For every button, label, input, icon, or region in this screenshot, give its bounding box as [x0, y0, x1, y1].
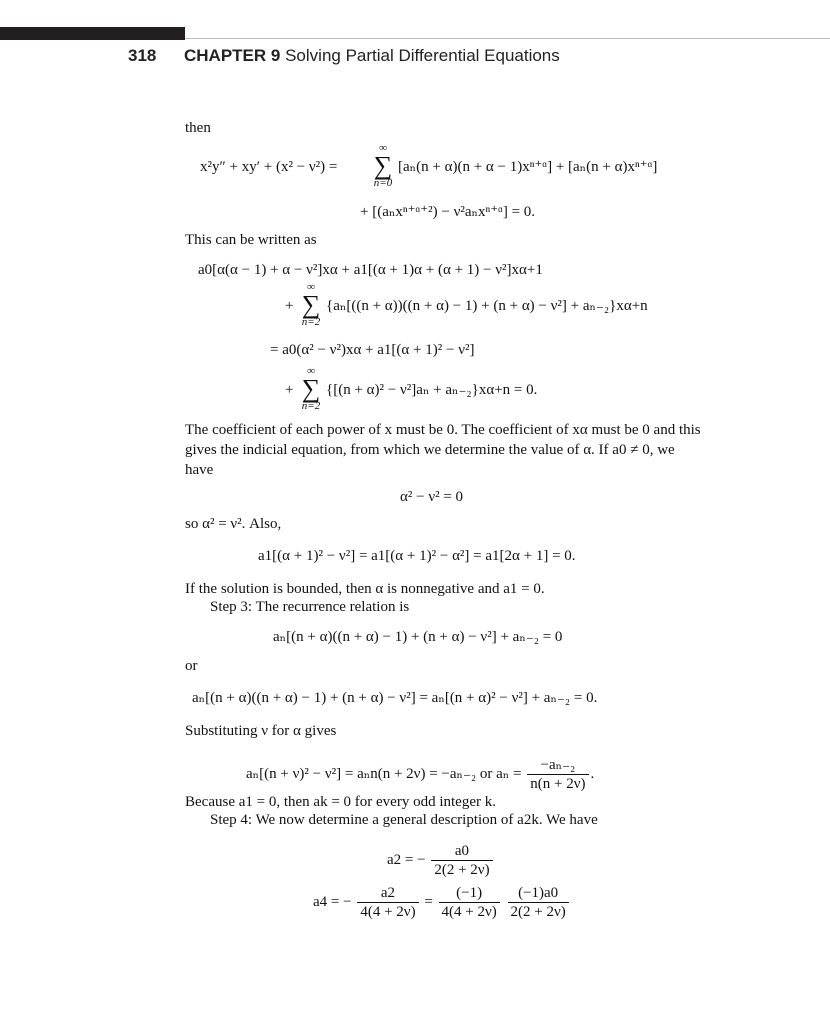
- a4-fraction-1: [357, 884, 418, 921]
- sigma-icon: ∑: [301, 290, 321, 319]
- a2-equation: [387, 842, 495, 879]
- coef-para-line1: The coefficient of each power of x must be 0. The coefficient of xα must be 0 and this: [185, 422, 701, 438]
- chapter-title: Solving Partial Differential Equations: [285, 46, 560, 65]
- subst-lhs: aₙ[(n + ν)² − ν²] = aₙn(n + 2ν) = −aₙ₋₂ or aₙ =: [246, 765, 522, 782]
- eq2-line4: {[(n + α)² − ν²]aₙ + aₙ₋₂}xα+n = 0.: [326, 382, 538, 398]
- a4-denominator-3: 2(2 + 2ν): [510, 904, 566, 920]
- header-bar: [0, 27, 185, 40]
- a4-equation: a4 = − $\frac{a2}{4(4 + 2\nu)}$ = $\frac{(-1)}{4(4 + 2\nu)}$ $\frac{(-1)a0}{2(2 + 2\nu)}$: [313, 884, 571, 921]
- text-then: then: [185, 120, 211, 136]
- text-written-as: This can be written as: [185, 232, 317, 248]
- eq1-sum-upper: ∞: [379, 142, 387, 154]
- a4-denominator-2: 4(4 + 2ν): [441, 904, 497, 920]
- eq2-line2: {aₙ[((n + α))((n + α) − 1) + (n + α) − ν²] + aₙ₋₂}xα+n: [326, 298, 648, 314]
- eq1-sum-lower: n=0: [373, 177, 393, 189]
- a4-lhs: a4 = −: [313, 893, 352, 910]
- text-substituting: Substituting ν for α gives: [185, 723, 337, 739]
- page-number: 318: [128, 46, 157, 65]
- text-step3: Step 3: The recurrence relation is: [210, 599, 410, 615]
- substitution-equation: aₙ[(n + ν)² − ν²] = aₙn(n + 2ν) = −aₙ₋₂ or aₙ = $\frac{\text{−aₙ₋₂}}{n(n + 2\nu)}$ .: [246, 757, 595, 792]
- sigma-icon: ∑: [301, 374, 321, 403]
- a4-numerator-3: (−1)a0: [508, 884, 569, 903]
- a4-numerator-2: (−1): [439, 884, 500, 903]
- a4-fraction-3: [508, 884, 569, 921]
- indicial-equation: α² − ν² = 0: [400, 489, 464, 505]
- eq2-sum2-upper: ∞: [307, 365, 315, 377]
- coef-para-line3: have: [185, 462, 214, 478]
- recurrence-equation: aₙ[(n + α)((n + α) − 1) + (n + α) − ν²] + aₙ₋₂ = 0: [273, 629, 563, 645]
- subst-numerator: −aₙ₋₂: [527, 756, 588, 775]
- subst-denominator: n(n + 2ν): [530, 776, 586, 792]
- eq2-plus2: +: [285, 382, 294, 398]
- recurrence-equation-2: aₙ[(n + α)((n + α) − 1) + (n + α) − ν²] = aₙ[(n + α)² − ν²] + aₙ₋₂ = 0.: [192, 690, 598, 706]
- eq1-line2: + [(aₙxⁿ⁺ᵅ⁺²) − ν²aₙxⁿ⁺ᵅ] = 0.: [360, 204, 536, 220]
- eq1-sum: [370, 143, 396, 189]
- a1-equation: a1[(α + 1)² − ν²] = a1[(α + 1)² − α²] = a1[2α + 1] = 0.: [258, 548, 576, 564]
- eq2-sum-upper: ∞: [307, 281, 315, 293]
- eq1-lhs: x²y″ + xy′ + (x² − ν²) =: [200, 159, 338, 175]
- coef-para-line2: gives the indicial equation, from which we determine the value of α. If a0 ≠ 0, we: [185, 442, 675, 458]
- text-so-alpha: so α² = ν². Also,: [185, 516, 282, 532]
- chapter-label: CHAPTER 9: [184, 46, 281, 65]
- eq2-sum2-lower: n=2: [301, 400, 321, 412]
- text-step4: Step 4: We now determine a general description of a2k. We have: [210, 812, 598, 828]
- a2-fraction: [431, 842, 492, 879]
- a4-denominator-1: 4(4 + 2ν): [360, 904, 416, 920]
- header-rule: [185, 38, 830, 39]
- eq2-plus1: +: [285, 298, 294, 314]
- chapter-heading: [184, 46, 560, 66]
- text-bounded: If the solution is bounded, then α is nonnegative and a1 = 0.: [185, 581, 545, 597]
- text-or: or: [185, 658, 198, 674]
- eq2-sum2: [298, 366, 324, 412]
- eq1-rhs: [aₙ(n + α)(n + α − 1)xⁿ⁺ᵅ] + [aₙ(n + α)xⁿ⁺ᵅ]: [398, 159, 658, 175]
- a2-denominator: 2(2 + 2ν): [434, 862, 490, 878]
- a2-numerator: a0: [431, 842, 492, 861]
- sigma-icon: ∑: [373, 151, 393, 180]
- eq2-line1: a0[α(α − 1) + α − ν²]xα + a1[(α + 1)α + (α + 1) − ν²]xα+1: [198, 262, 543, 278]
- eq2-sum: [298, 282, 324, 328]
- text-because: Because a1 = 0, then ak = 0 for every odd integer k.: [185, 794, 496, 810]
- a4-numerator-1: a2: [357, 884, 418, 903]
- eq2-sum-lower: n=2: [301, 316, 321, 328]
- a2-lhs: a2 = −: [387, 851, 426, 868]
- a4-fraction-2: [439, 884, 500, 921]
- subst-fraction: [527, 756, 588, 793]
- eq2-line3: = a0(α² − ν²)xα + a1[(α + 1)² − ν²]: [270, 342, 475, 358]
